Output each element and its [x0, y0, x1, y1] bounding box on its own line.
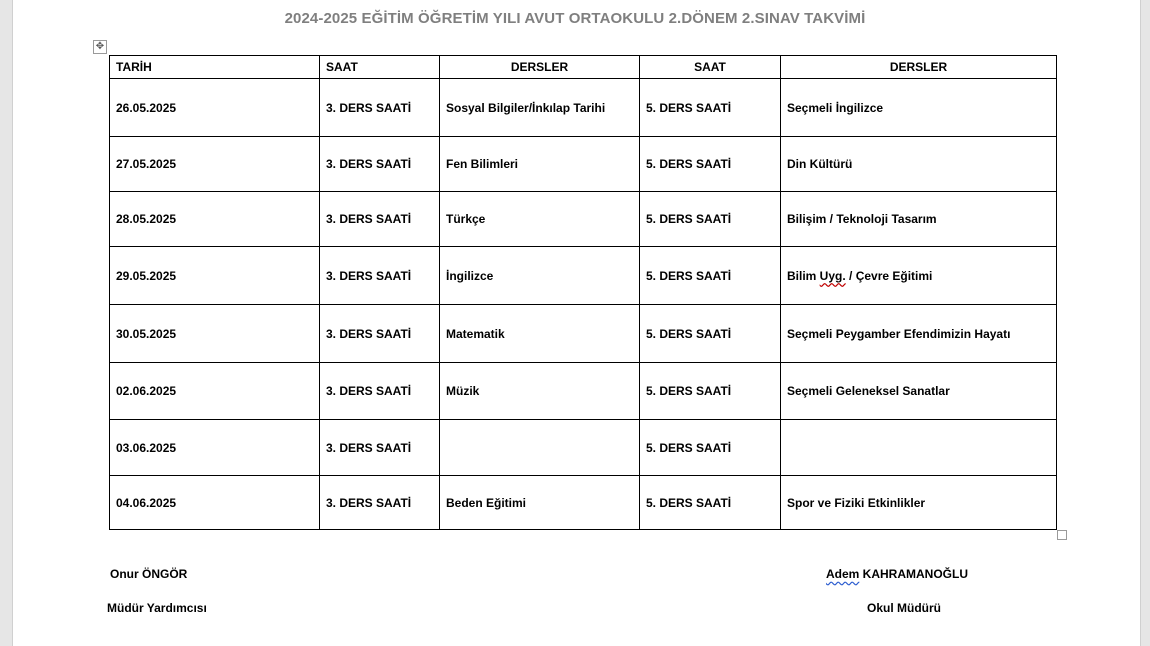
time-cell[interactable]: 3. DERS SAATİ: [320, 247, 440, 305]
document-title: 2024-2025 EĞİTİM ÖĞRETİM YILI AVUT ORTAOKULU 2.DÖNEM 2.SINAV TAKVİMİ: [284, 10, 866, 27]
table-row: [110, 420, 1057, 476]
time-cell[interactable]: 5. DERS SAATİ: [640, 247, 781, 305]
time-cell[interactable]: 5. DERS SAATİ: [640, 476, 781, 530]
subject-cell[interactable]: İngilizce: [440, 247, 640, 305]
subject-text: Bilim: [787, 268, 820, 283]
signature-surname: KAHRAMANOĞLU: [859, 567, 968, 581]
time-cell[interactable]: 3. DERS SAATİ: [320, 192, 440, 247]
subject-cell[interactable]: Spor ve Fiziki Etkinlikler: [781, 476, 1057, 530]
spelling-flag-text: Adem: [826, 567, 860, 581]
exam-schedule-table: [109, 55, 1057, 530]
table-row: [110, 305, 1057, 363]
date-cell[interactable]: 28.05.2025: [110, 192, 320, 247]
time-cell[interactable]: 5. DERS SAATİ: [640, 363, 781, 420]
time-cell[interactable]: 5. DERS SAATİ: [640, 192, 781, 247]
table-move-handle-icon[interactable]: ✥: [93, 40, 107, 54]
right-signature-role: Okul Müdürü: [867, 601, 941, 615]
subject-cell[interactable]: [781, 247, 1057, 305]
spelling-flag-text: Uyg.: [819, 268, 846, 283]
subject-cell[interactable]: Seçmeli Geleneksel Sanatlar: [781, 363, 1057, 420]
table-row: [110, 476, 1057, 530]
table-resize-handle-icon[interactable]: [1057, 530, 1067, 540]
header-subjects-2[interactable]: DERSLER: [781, 56, 1057, 79]
table-row: [110, 192, 1057, 247]
subject-cell[interactable]: Seçmeli Peygamber Efendimizin Hayatı: [781, 305, 1057, 363]
time-cell[interactable]: 5. DERS SAATİ: [640, 137, 781, 192]
table-header-row: [110, 56, 1057, 79]
time-cell[interactable]: 5. DERS SAATİ: [640, 420, 781, 476]
date-cell[interactable]: 03.06.2025: [110, 420, 320, 476]
subject-cell[interactable]: Bilişim / Teknoloji Tasarım: [781, 192, 1057, 247]
time-cell[interactable]: 3. DERS SAATİ: [320, 137, 440, 192]
time-cell[interactable]: 3. DERS SAATİ: [320, 476, 440, 530]
time-cell[interactable]: 3. DERS SAATİ: [320, 305, 440, 363]
time-cell[interactable]: 3. DERS SAATİ: [320, 363, 440, 420]
subject-text: / Çevre Eğitimi: [845, 268, 933, 283]
subject-cell[interactable]: Matematik: [440, 305, 640, 363]
date-cell[interactable]: 26.05.2025: [110, 79, 320, 137]
subject-cell[interactable]: Seçmeli İngilizce: [781, 79, 1057, 137]
left-signature-role: Müdür Yardımcısı: [107, 601, 207, 615]
date-cell[interactable]: 29.05.2025: [110, 247, 320, 305]
subject-cell[interactable]: Din Kültürü: [781, 137, 1057, 192]
header-time-1[interactable]: SAAT: [320, 56, 440, 79]
subject-cell[interactable]: Sosyal Bilgiler/İnkılap Tarihi: [440, 79, 640, 137]
time-cell[interactable]: 5. DERS SAATİ: [640, 79, 781, 137]
time-cell[interactable]: 3. DERS SAATİ: [320, 420, 440, 476]
header-subjects-1[interactable]: DERSLER: [440, 56, 640, 79]
subject-cell[interactable]: Beden Eğitimi: [440, 476, 640, 530]
date-cell[interactable]: 27.05.2025: [110, 137, 320, 192]
table-row: [110, 137, 1057, 192]
left-signature-name: Onur ÖNGÖR: [110, 567, 188, 581]
table-row: [110, 247, 1057, 305]
header-date[interactable]: TARİH: [110, 56, 320, 79]
header-time-2[interactable]: SAAT: [640, 56, 781, 79]
table-row: [110, 363, 1057, 420]
subject-cell[interactable]: Türkçe: [440, 192, 640, 247]
subject-cell[interactable]: [781, 420, 1057, 476]
subject-cell[interactable]: [440, 420, 640, 476]
right-signature-name: [826, 567, 968, 581]
date-cell[interactable]: 04.06.2025: [110, 476, 320, 530]
time-cell[interactable]: 5. DERS SAATİ: [640, 305, 781, 363]
subject-cell[interactable]: Fen Bilimleri: [440, 137, 640, 192]
date-cell[interactable]: 02.06.2025: [110, 363, 320, 420]
date-cell[interactable]: 30.05.2025: [110, 305, 320, 363]
time-cell[interactable]: 3. DERS SAATİ: [320, 79, 440, 137]
subject-cell[interactable]: Müzik: [440, 363, 640, 420]
table-row: [110, 79, 1057, 137]
